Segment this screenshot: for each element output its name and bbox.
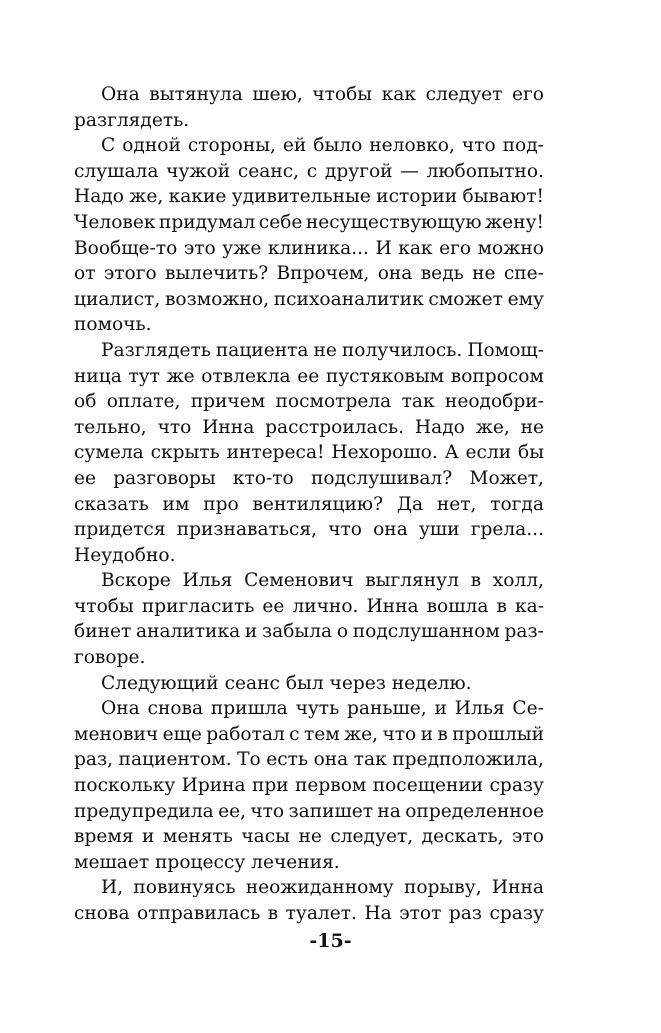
text-line: снова отправилась в туалет. На этот раз сразу	[74, 903, 544, 924]
text-line: Человек придумал себе несуществующую жену!	[74, 211, 544, 233]
text-line: сказать им про вентиляцию? Да нет, тогда	[74, 493, 544, 515]
page-number: -15-	[309, 930, 352, 952]
text-line: говоре.	[74, 647, 146, 669]
text-line: помочь.	[74, 314, 152, 336]
text-line: Разглядеть пациента не получилось. Помощ-	[101, 339, 544, 361]
text-line: Вообще-то это уже клиника... И как его можно	[74, 237, 544, 259]
text-line: об оплате, причем посмотрела так неодобри-	[74, 391, 544, 413]
text-line: Надо же, какие удивительные истории бывают!	[74, 186, 544, 208]
text-line: И, повинуясь неожиданному порыву, Инна	[101, 877, 544, 899]
text-line: ница тут же отвлекла ее пустяковым вопросом	[74, 365, 544, 387]
text-line: мешает процессу лечения.	[74, 851, 340, 873]
text-line: Следующий сеанс был через неделю.	[101, 672, 472, 694]
text-line: чтобы пригласить ее лично. Инна вошла в ка-	[74, 595, 544, 617]
text-line: придется признаваться, что она уши грела...	[74, 519, 544, 541]
text-line: разглядеть.	[74, 109, 190, 131]
text-line: сумела скрыть интереса! Нехорошо. А если бы	[74, 442, 544, 464]
text-line: поскольку Ирина при первом посещении сразу	[74, 775, 544, 797]
text-line: ее разговоры кто-то подслушивал? Может,	[74, 467, 544, 489]
text-line: слушала чужой сеанс, с другой — любопытно.	[74, 160, 544, 182]
text-line: Вскоре Илья Семенович выглянул в холл,	[101, 570, 544, 592]
text-line: Неудобно.	[74, 544, 176, 566]
text-line: раз, пациентом. То есть она так предположила,	[74, 749, 544, 771]
text-line: от этого вылечить? Впрочем, она ведь не спе-	[74, 263, 544, 285]
text-line: тельно, что Инна расстроилась. Надо же, не	[74, 416, 544, 438]
text-line: Она вытянула шею, чтобы как следует его	[101, 84, 544, 105]
text-line: время и менять часы не следует, дескать, это	[74, 826, 544, 848]
text-line: предупредила ее, что запишет на определенное	[74, 800, 544, 822]
text-line: менович еще работал с тем же, что и в прошлый	[74, 723, 544, 745]
text-line: бинет аналитика и забыла о подслушанном раз-	[74, 621, 544, 643]
body-text	[74, 82, 544, 927]
text-line: Она снова пришла чуть раньше, и Илья Се-	[101, 698, 544, 720]
text-line: С одной стороны, ей было неловко, что под-	[101, 135, 544, 157]
text-line: циалист, возможно, психоаналитик сможет ему	[74, 288, 544, 310]
